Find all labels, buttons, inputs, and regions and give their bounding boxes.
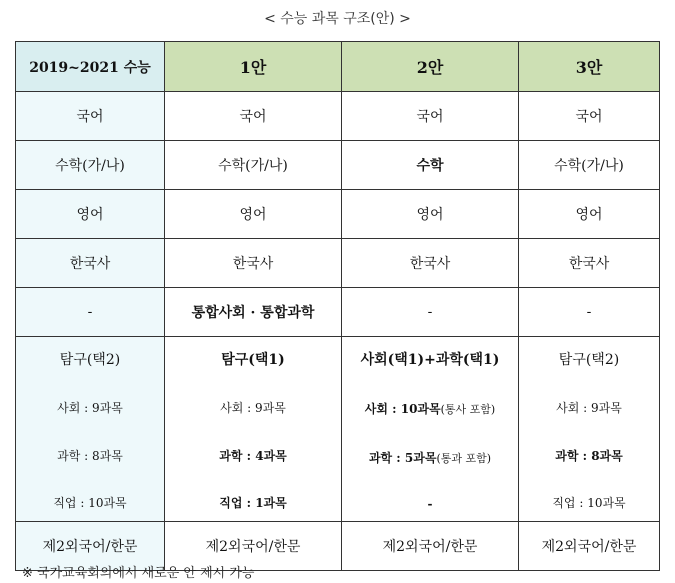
- explore-cell-current: [16, 337, 165, 522]
- table-row: [16, 190, 660, 239]
- header-plan-1: 1안: [165, 42, 342, 92]
- explore-item: 직업 : 1과목: [219, 495, 287, 510]
- subject-structure-table: [15, 41, 660, 571]
- cell: 수학(가/나): [165, 141, 342, 190]
- explore-cell-plan-2: [342, 337, 519, 522]
- explore-item: 사회 : 10과목(통사 포함): [364, 402, 496, 417]
- explore-title: 탐구(택2): [59, 352, 121, 368]
- cell: 영어: [165, 190, 342, 239]
- explore-item: 사회 : 9과목: [57, 401, 123, 416]
- explore-item: 과학 : 4과목: [219, 448, 287, 463]
- cell: 제2외국어/한문: [519, 522, 660, 571]
- table-row: [16, 239, 660, 288]
- cell: 영어: [519, 190, 660, 239]
- cell: 한국사: [16, 239, 165, 288]
- explore-item: 과학 : 8과목: [57, 448, 123, 463]
- cell: 국어: [16, 92, 165, 141]
- footnote: ※ 국가교육회의에서 새로운 안 제시 가능: [22, 566, 255, 581]
- cell: 영어: [342, 190, 519, 239]
- cell: 제2외국어/한문: [165, 522, 342, 571]
- cell: -: [342, 288, 519, 337]
- explore-item-sub: (통과 포함): [436, 451, 492, 465]
- header-plan-2: 2안: [342, 42, 519, 92]
- cell: 국어: [342, 92, 519, 141]
- cell: 통합사회 · 통합과학: [165, 288, 342, 337]
- explore-item: 직업 : 10과목: [53, 495, 127, 510]
- cell: -: [519, 288, 660, 337]
- explore-item: 직업 : 10과목: [552, 495, 626, 510]
- explore-title: 탐구(택2): [558, 352, 620, 368]
- table-row: [16, 141, 660, 190]
- explore-cell-plan-1: [165, 337, 342, 522]
- cell: 수학(가/나): [16, 141, 165, 190]
- cell: 한국사: [519, 239, 660, 288]
- cell: 한국사: [342, 239, 519, 288]
- table-row: [16, 288, 660, 337]
- cell: 국어: [519, 92, 660, 141]
- cell: 제2외국어/한문: [16, 522, 165, 571]
- explore-item: 과학 : 8과목: [555, 448, 623, 463]
- explore-item: 사회 : 9과목: [220, 401, 286, 416]
- table-row: [16, 92, 660, 141]
- explore-title: 탐구(택1): [221, 352, 285, 368]
- page-title: < 수능 과목 구조(안) >: [264, 11, 411, 27]
- header-plan-3: 3안: [519, 42, 660, 92]
- cell: 제2외국어/한문: [342, 522, 519, 571]
- cell: 영어: [16, 190, 165, 239]
- cell: 국어: [165, 92, 342, 141]
- header-current: 2019~2021 수능: [16, 42, 165, 92]
- cell: 수학(가/나): [519, 141, 660, 190]
- cell: 한국사: [165, 239, 342, 288]
- explore-item-sub: (통사 포함): [440, 403, 496, 417]
- cell: -: [16, 288, 165, 337]
- cell: 수학: [342, 141, 519, 190]
- explore-item: -: [427, 496, 433, 511]
- header-row: [16, 42, 660, 92]
- explore-title: 사회(택1)+과학(택1): [360, 352, 500, 368]
- explore-cell-plan-3: [519, 337, 660, 522]
- explore-item: 과학 : 5과목(통과 포함): [368, 450, 492, 465]
- explore-item: 사회 : 9과목: [556, 401, 622, 416]
- explore-row: [16, 337, 660, 522]
